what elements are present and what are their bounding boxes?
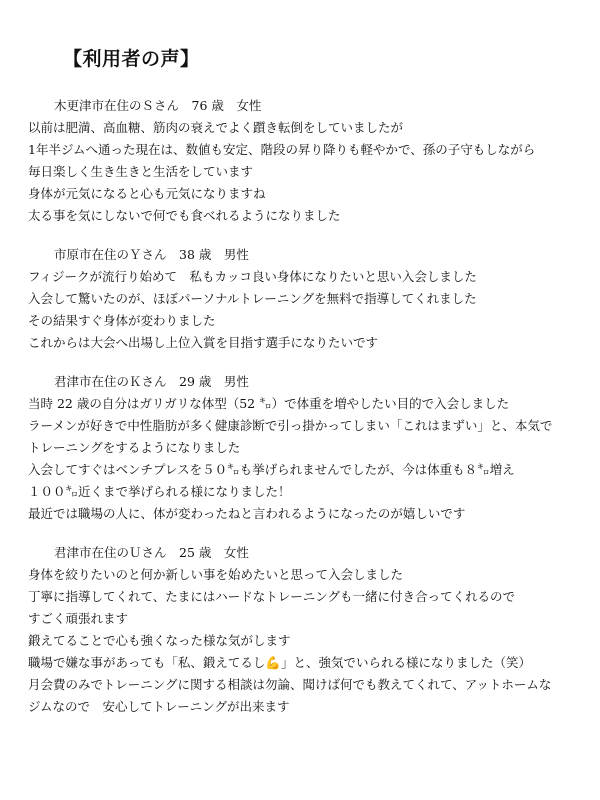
testimonial-u — [28, 545, 588, 721]
testimonial-line: 身体を絞りたいのと何か新しい事を始めたいと思って入会しました — [28, 567, 404, 582]
testimonial-line: 毎日楽しく生き生きと生活をしています — [28, 164, 254, 179]
testimonial-line: ジムなので 安心してトレーニングが出来ます — [28, 699, 290, 714]
testimonial-line: 太る事を気にしないで何でも食べれるようになりました — [28, 208, 341, 223]
testimonial-line: 入会してすぐはベンチプレスを５０㌔も挙げられませんでしたが、今は体重も８㌔増え — [28, 462, 515, 477]
testimonial-heading: 木更津市在住のＳさん 76 歳 女性 — [54, 98, 262, 113]
testimonial-line: 1年半ジムへ通った現在は、数値も安定、階段の昇り降りも軽やかで、孫の子守もしながら — [28, 142, 536, 157]
testimonial-line: ラーメンが好きで中性脂肪が多く健康診断で引っ掛かってしまい「これはまずい」と、本気で — [28, 418, 553, 433]
testimonial-line: フィジークが流行り始めて 私もカッコ良い身体になりたいと思い入会しました — [28, 269, 477, 284]
testimonial-y — [28, 247, 588, 357]
testimonial-line: 当時 22 歳の自分はガリガリな体型（52 ㌔）で体重を増やしたい目的で入会しました — [28, 396, 510, 411]
testimonial-heading: 君津市在住のＵさん 25 歳 女性 — [54, 545, 249, 560]
page-title: 【利用者の声】 — [63, 48, 200, 70]
testimonial-line: 以前は肥満、高血糖、筋肉の衰えでよく躓き転倒をしていましたが — [28, 120, 404, 135]
testimonial-line: 入会して驚いたのが、ほぼパーソナルトレーニングを無料で指導してくれました — [28, 291, 477, 306]
testimonial-line: 鍛えてることで心も強くなった様な気がします — [28, 633, 291, 648]
testimonial-heading: 市原市在住のＹさん 38 歳 男性 — [54, 247, 249, 262]
testimonial-s — [28, 98, 588, 230]
testimonial-line: トレーニングをするようになりました — [28, 440, 241, 455]
testimonial-line: その結果すぐ身体が変わりました — [28, 313, 216, 328]
testimonial-line: 身体が元気になると心も元気になりますね — [28, 186, 266, 201]
testimonial-heading: 君津市在住のＫさん 29 歳 男性 — [54, 374, 249, 389]
testimonial-line: これからは大会へ出場し上位入賞を目指す選手になりたいです — [28, 335, 379, 350]
testimonial-k — [28, 374, 588, 528]
testimonial-line: すごく頑張れます — [28, 611, 129, 626]
testimonial-line: 職場で嫌な事があっても「私、鍛えてるし💪」と、強気でいられる様になりました（笑） — [28, 655, 531, 670]
testimonial-line: １００㌔近くまで挙げられる様になりました！ — [28, 484, 291, 499]
testimonial-line: 最近では職場の人に、体が変わったねと言われるようになったのが嬉しいです — [28, 506, 466, 521]
testimonial-line: 丁寧に指導してくれて、たまにはハードなトレーニングも一緒に付き合ってくれるので — [28, 589, 516, 604]
testimonial-line: 月会費のみでトレーニングに関する相談は勿論、聞けば何でも教えてくれて、アットホームな — [28, 677, 552, 692]
